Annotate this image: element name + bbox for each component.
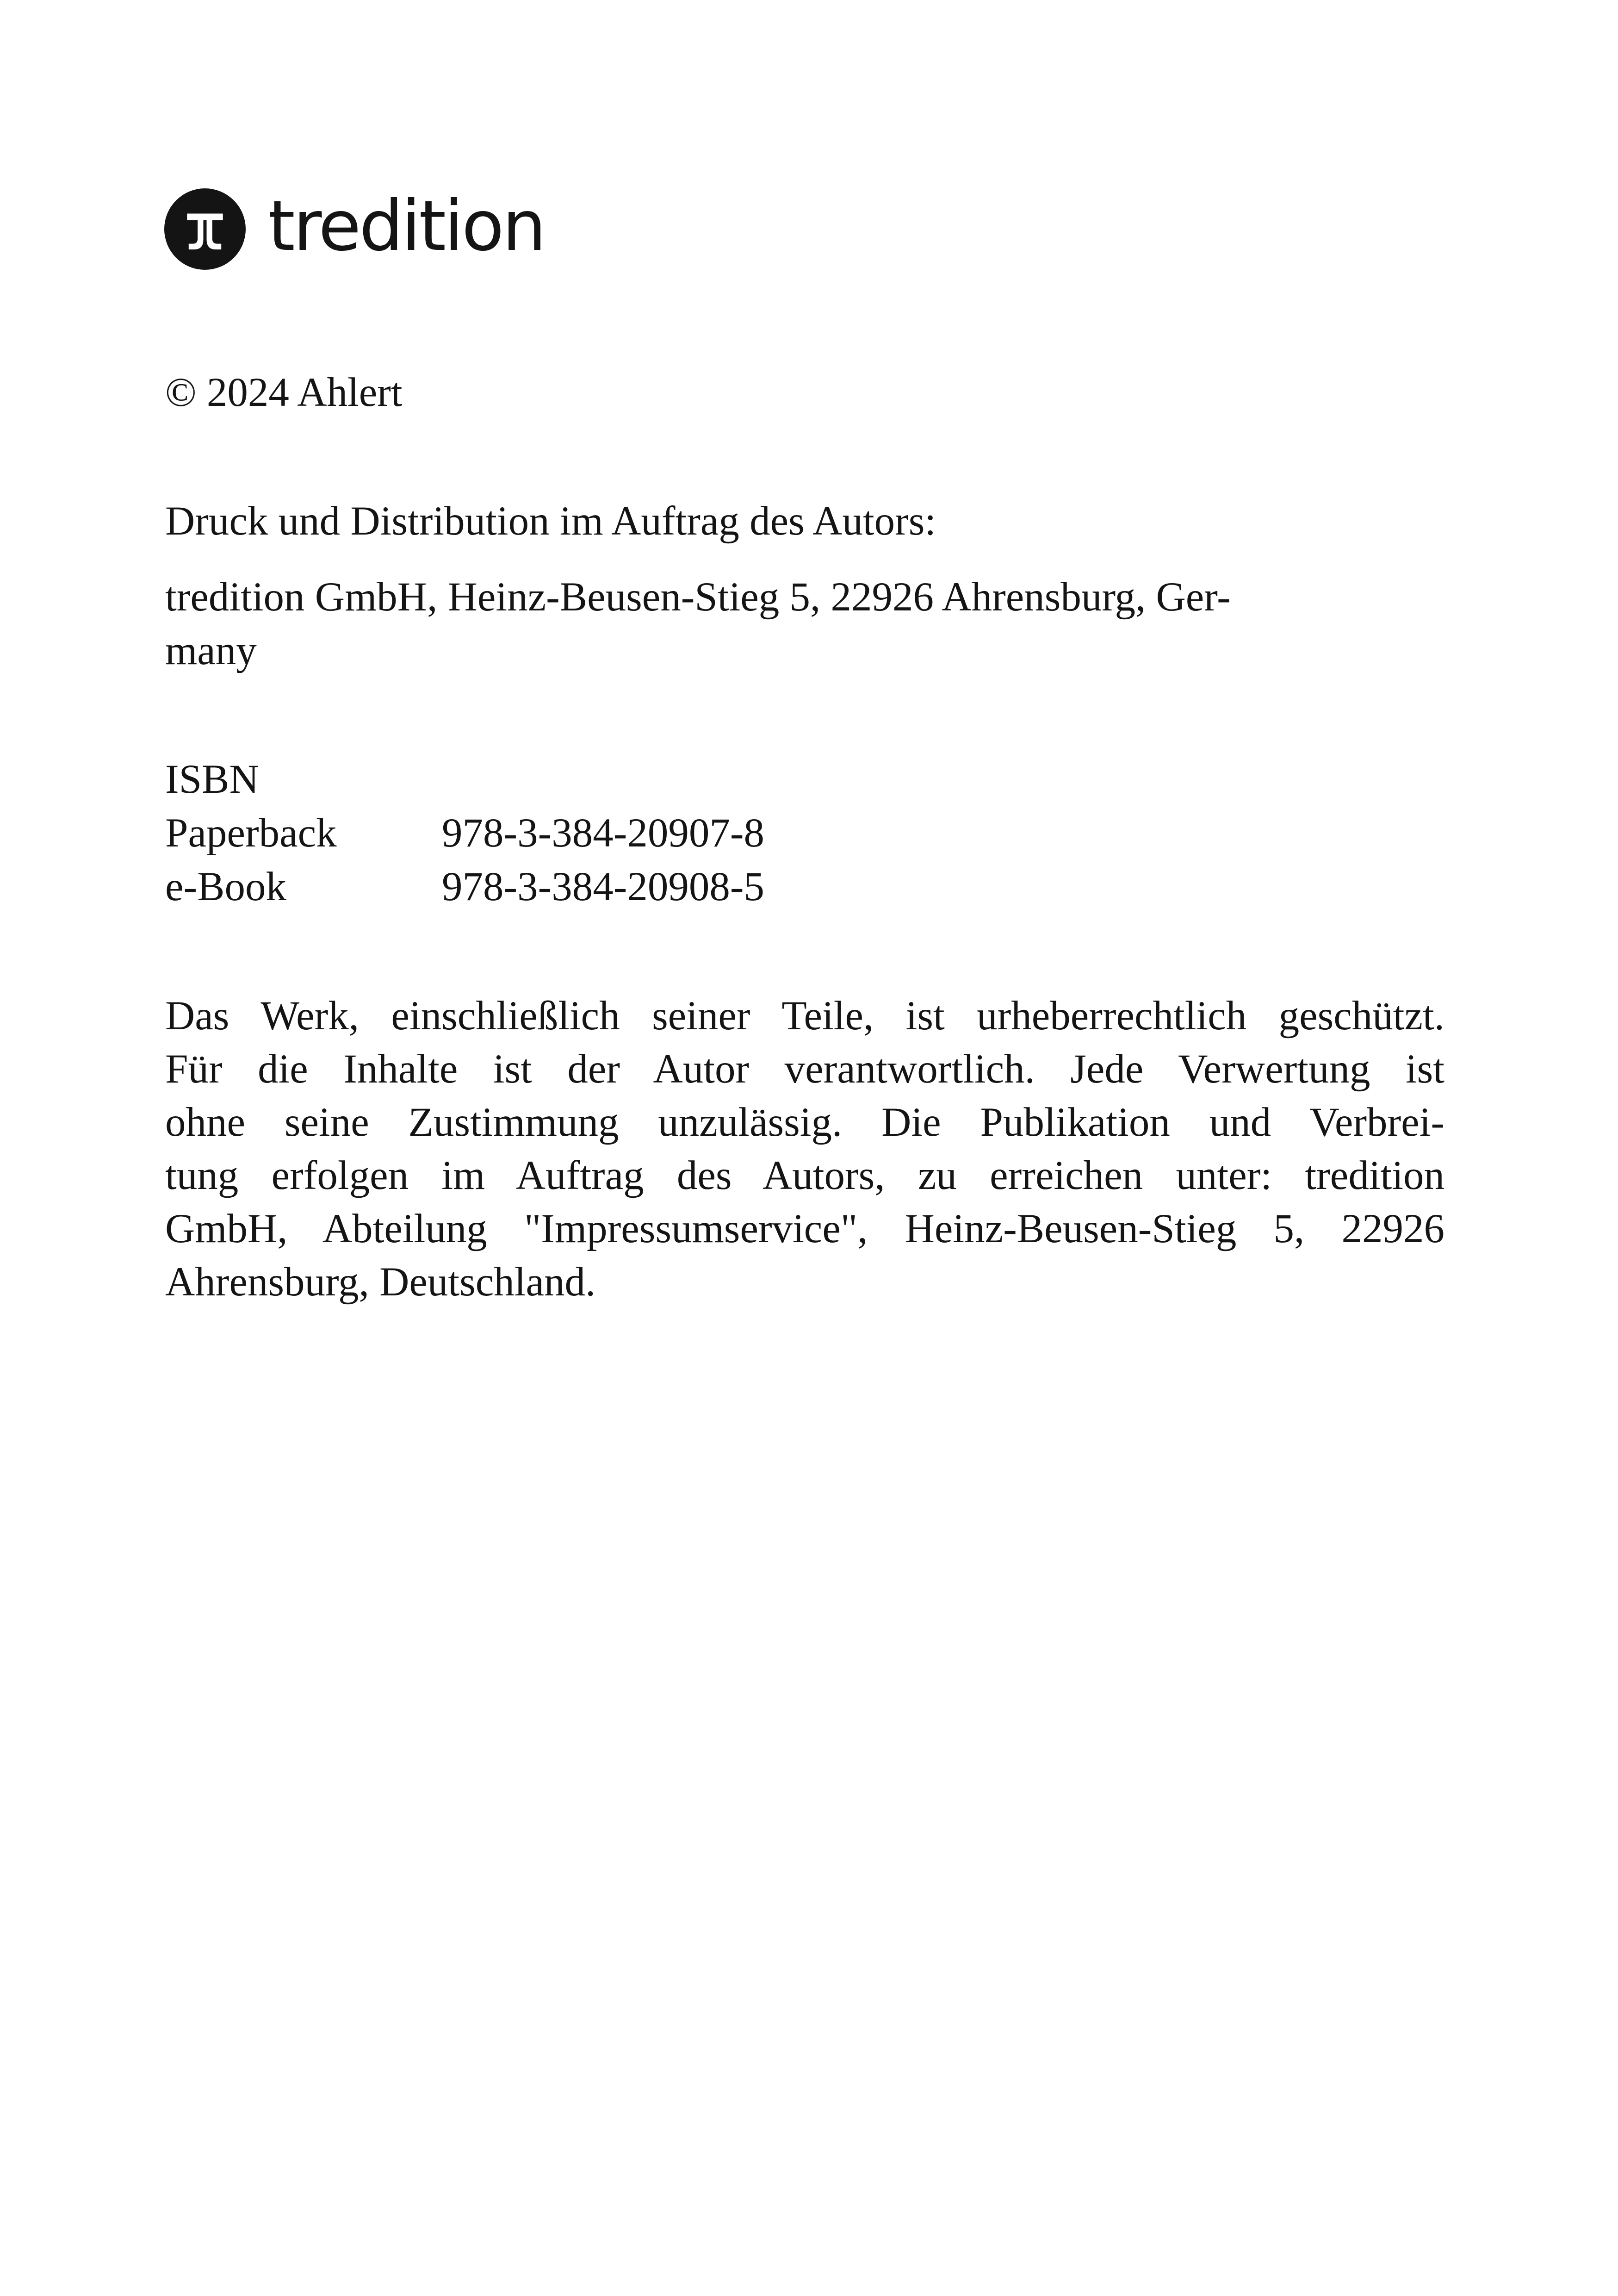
legal-notice-line: Ahrensburg, Deutschland.	[165, 1259, 596, 1305]
isbn-kind: e-Book	[165, 864, 287, 909]
legal-notice-line: Das Werk, einschließlich seiner Teile, ist urheberrechtlich geschützt.	[165, 993, 1444, 1039]
isbn-row-ebook	[165, 860, 1444, 914]
address-line: many	[165, 628, 257, 673]
isbn-kind: Paperback	[165, 810, 337, 856]
print-distribution-address	[165, 570, 1444, 678]
isbn-row-paperback	[165, 806, 1444, 860]
legal-notice	[165, 989, 1444, 1309]
print-distribution-label: Druck und Distribution im Auftrag des Autors:	[165, 498, 936, 544]
publisher-logo	[164, 187, 545, 271]
legal-notice-line: GmbH, Abteilung "Impressumservice", Heinz-Beusen-Stieg 5, 22926	[165, 1206, 1444, 1251]
isbn-number: 978-3-384-20908-5	[442, 864, 765, 909]
publisher-logo-text: tredition	[268, 186, 545, 267]
tredition-logo-icon	[164, 188, 246, 270]
legal-notice-line: tung erfolgen im Auftrag des Autors, zu erreichen unter: tredition	[165, 1153, 1444, 1198]
isbn-heading: ISBN	[165, 757, 259, 802]
copyright-line: © 2024 Ahlert	[165, 370, 403, 415]
isbn-block	[165, 753, 1444, 914]
legal-notice-line: Für die Inhalte ist der Autor verantwortlich. Jede Verwertung ist	[165, 1046, 1444, 1092]
isbn-number: 978-3-384-20907-8	[442, 810, 765, 856]
address-line: tredition GmbH, Heinz-Beusen-Stieg 5, 22926 Ahrensburg, Ger-	[165, 574, 1231, 620]
legal-notice-line: ohne seine Zustimmung unzulässig. Die Publikation und Verbrei-	[165, 1100, 1444, 1145]
